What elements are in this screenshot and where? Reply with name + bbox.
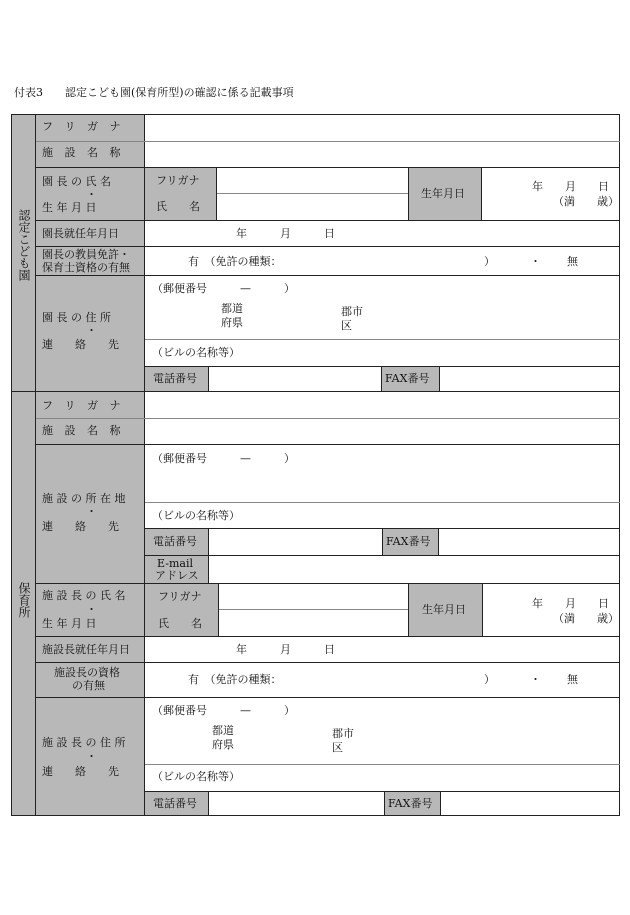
s2-pref2: 府県 bbox=[212, 738, 234, 751]
s2-city1: 郡市 bbox=[332, 727, 354, 740]
s2-date-ymd: 年 月 日 bbox=[532, 597, 609, 610]
s1-furigana2: フリガナ bbox=[156, 174, 200, 187]
s2-appointed-date-field[interactable] bbox=[145, 637, 620, 662]
s2-qualification-field[interactable] bbox=[145, 663, 620, 697]
s2-building2: （ビルの名称等） bbox=[152, 770, 240, 783]
s1-pref2: 府県 bbox=[221, 316, 243, 329]
form-caption: 付表3 認定こども園(保育所型)の確認に係る記載事項 bbox=[14, 86, 294, 99]
s1-appointed-date: 年 月 日 bbox=[236, 227, 335, 240]
s2-contact-label: 連 絡 先 bbox=[42, 520, 119, 533]
s2-postal2: （郵便番号 — ） bbox=[152, 704, 295, 717]
s1-license-yes: 有 （免許の種類： bbox=[188, 255, 282, 268]
s1-tel-label: 電話番号 bbox=[153, 372, 197, 385]
s2-license-yes: 有 （免許の種類： bbox=[188, 673, 282, 686]
s1-furigana-label: フ リ ガ ナ bbox=[42, 120, 125, 133]
s1-postal: （郵便番号 — ） bbox=[152, 282, 295, 295]
s2-email-line2: アドレス bbox=[155, 569, 199, 582]
s2-facility-name-field[interactable] bbox=[145, 419, 620, 444]
s1-tel-field[interactable] bbox=[209, 367, 381, 391]
s1-director-furigana-field[interactable] bbox=[217, 168, 408, 193]
s1-birth-label: 生 年 月 日 bbox=[42, 201, 97, 214]
s1-city1: 郡市 bbox=[341, 305, 363, 318]
s2-tel2-label: 電話番号 bbox=[153, 797, 197, 810]
s1-city2: 区 bbox=[341, 319, 352, 332]
s2-tel-label: 電話番号 bbox=[153, 535, 197, 548]
s2-appointed-label: 施設長就任年月日 bbox=[42, 643, 130, 656]
s2-city2: 区 bbox=[332, 741, 343, 754]
s2-license-close: ） bbox=[484, 673, 495, 686]
s2-email-field[interactable] bbox=[209, 556, 620, 583]
s2-birthdate-field[interactable] bbox=[483, 584, 620, 636]
s2-director-name-label: 施 設 長 の 氏 名 bbox=[42, 589, 126, 602]
s2-birth-label: 生 年 月 日 bbox=[42, 617, 97, 630]
s2-fax-field[interactable] bbox=[439, 529, 620, 555]
s1-license-no: 無 bbox=[567, 255, 578, 268]
s2-location-field[interactable] bbox=[145, 445, 620, 502]
s1-license-close: ） bbox=[484, 255, 495, 268]
s1-director-name-label: 園 長 の 氏 名 bbox=[42, 175, 111, 188]
s1-building-field[interactable] bbox=[145, 340, 620, 366]
s2-contact2-label: 連 絡 先 bbox=[42, 765, 119, 778]
s1-furigana-field[interactable] bbox=[145, 115, 620, 141]
side-kodomoen-text bbox=[12, 200, 35, 290]
s2-license-dot: ・ bbox=[530, 673, 541, 686]
s2-director-name-field[interactable] bbox=[219, 610, 408, 636]
s2-license-no: 無 bbox=[567, 673, 578, 686]
s2-furigana2: フリガナ bbox=[158, 590, 202, 603]
s1-appointed-label: 園長就任年月日 bbox=[42, 227, 119, 240]
s1-fax-label: FAX番号 bbox=[385, 372, 430, 385]
s1-facility-name-field[interactable] bbox=[145, 142, 620, 167]
s2-furigana-field[interactable] bbox=[145, 392, 620, 418]
s1-age: （満 歳） bbox=[553, 195, 619, 208]
s2-facility-name-label: 施 設 名 称 bbox=[42, 424, 125, 437]
s2-dot3: ・ bbox=[86, 750, 97, 763]
s1-contact-label: 連 絡 先 bbox=[42, 338, 119, 351]
s2-building: （ビルの名称等） bbox=[152, 509, 240, 522]
s2-director-furigana-field[interactable] bbox=[219, 584, 408, 609]
s2-address-label: 施 設 長 の 住 所 bbox=[42, 736, 126, 749]
s1-birthdate-field[interactable] bbox=[482, 168, 620, 220]
s1-address-label: 園 長 の 住 所 bbox=[42, 311, 111, 324]
side-hoikusho-text bbox=[12, 570, 35, 630]
s2-dot: ・ bbox=[86, 505, 97, 518]
s1-facility-name-label: 施 設 名 称 bbox=[42, 146, 125, 159]
s1-license-field[interactable] bbox=[145, 247, 620, 275]
s2-pref1: 都道 bbox=[212, 724, 234, 737]
s2-appointed-date: 年 月 日 bbox=[236, 643, 335, 656]
s1-license-dot: ・ bbox=[530, 255, 541, 268]
s1-director-name-field[interactable] bbox=[217, 194, 408, 220]
s2-qual-line1: 施設長の資格 bbox=[54, 666, 120, 679]
side-hoikusho-label: 保育所 bbox=[17, 582, 31, 618]
s2-dot2: ・ bbox=[86, 603, 97, 616]
s1-dot2: ・ bbox=[86, 324, 97, 337]
s2-fax2-field[interactable] bbox=[441, 792, 620, 815]
s2-postal: （郵便番号 — ） bbox=[152, 452, 295, 465]
s2-fax2-label: FAX番号 bbox=[388, 797, 433, 810]
s1-fax-field[interactable] bbox=[440, 367, 620, 391]
s1-shimei: 氏 名 bbox=[156, 200, 200, 213]
s2-building2-field[interactable] bbox=[145, 765, 620, 791]
s1-appointed-date-field[interactable] bbox=[145, 221, 620, 246]
s2-tel-field[interactable] bbox=[209, 529, 382, 555]
s1-address-field[interactable] bbox=[145, 276, 620, 339]
s2-tel2-field[interactable] bbox=[209, 792, 384, 815]
s2-age: （満 歳） bbox=[553, 612, 619, 625]
s1-license-line1: 園長の教員免許・ bbox=[42, 248, 130, 261]
s2-shimei: 氏 名 bbox=[158, 617, 202, 630]
s1-building: （ビルの名称等） bbox=[152, 346, 240, 359]
s2-email-line1: E-mail bbox=[157, 557, 193, 570]
s1-birthdate-label: 生年月日 bbox=[421, 187, 465, 200]
s2-fax-label: FAX番号 bbox=[386, 535, 431, 548]
s1-dot: ・ bbox=[86, 188, 97, 201]
s2-location-label: 施 設 の 所 在 地 bbox=[42, 492, 126, 505]
s2-birthdate-label: 生年月日 bbox=[422, 603, 466, 616]
s1-pref1: 都道 bbox=[221, 302, 243, 315]
s2-building-field[interactable] bbox=[145, 503, 620, 528]
s1-license-line2: 保育士資格の有無 bbox=[42, 261, 130, 274]
side-kodomoen-label: 認定こども園 bbox=[17, 209, 31, 281]
s2-qual-line2: の有無 bbox=[72, 679, 105, 692]
s2-address-field[interactable] bbox=[145, 698, 620, 764]
s2-furigana-label: フ リ ガ ナ bbox=[42, 399, 125, 412]
s1-date-ymd: 年 月 日 bbox=[532, 180, 609, 193]
